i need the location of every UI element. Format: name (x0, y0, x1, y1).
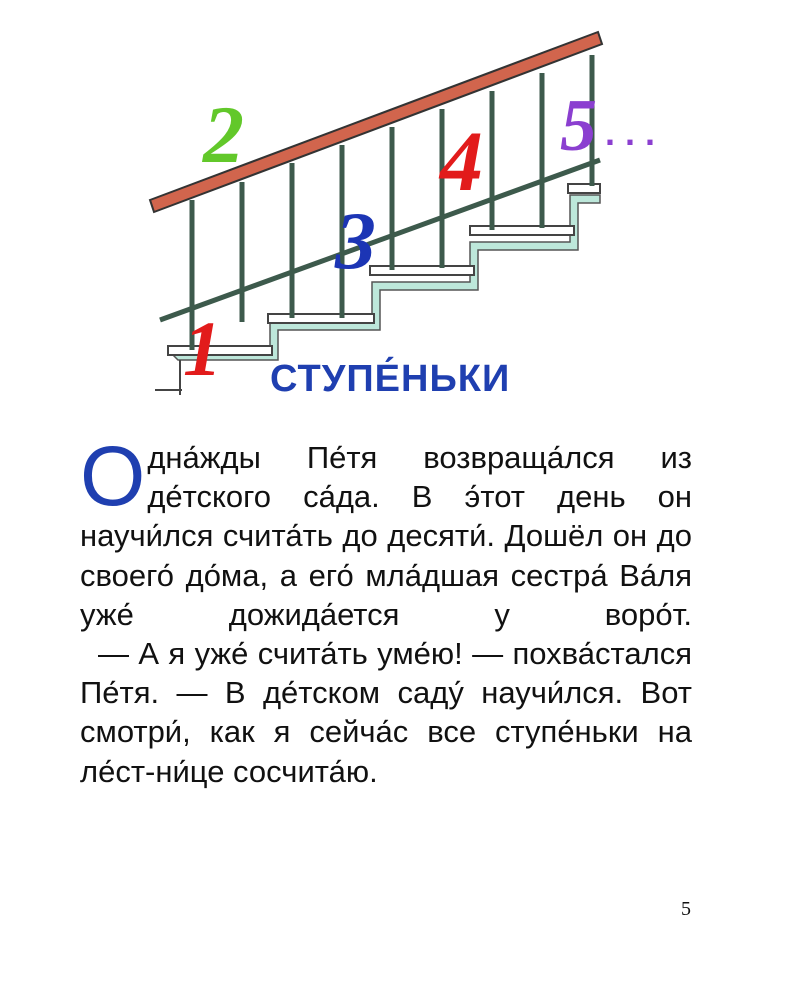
ellipsis-dots: . . . (605, 112, 656, 153)
staircase-illustration (0, 0, 800, 410)
paragraph-1 (80, 429, 692, 634)
paragraph-2: — А я уже́ счита́ть уме́ю! — похва́стался Пе́тя. — В де́тском саду́ научи́лся. Вот смотри́, как я сейча́с все ступе́ньки на ле́ст-ни́це сосчита́ю. (80, 636, 692, 789)
step-number-1: 1 (183, 305, 222, 392)
step-number-4: 4 (440, 113, 483, 209)
stair-riser-lines (155, 360, 182, 395)
story-title: СТУПЕ́НЬКИ (270, 358, 511, 400)
step-number-3: 3 (335, 195, 376, 286)
drop-cap: О (80, 429, 146, 523)
story-text (80, 429, 692, 791)
paragraph-1-text: дна́жды Пе́тя возвраща́лся из де́тского са́да. В э́тот день он научи́лся счита́ть до десяти́. Дошёл он до своего́ до́ма, а его́ мла́дшая сестра́ Ва́ля уже́ дожида́ется у воро́т. (80, 440, 692, 632)
step-number-2: 2 (203, 89, 244, 180)
stair-treads (168, 184, 600, 355)
page-number: 5 (681, 898, 691, 920)
balusters (192, 55, 592, 350)
stair-steps (170, 195, 600, 360)
step-number-5: 5 (560, 85, 597, 167)
